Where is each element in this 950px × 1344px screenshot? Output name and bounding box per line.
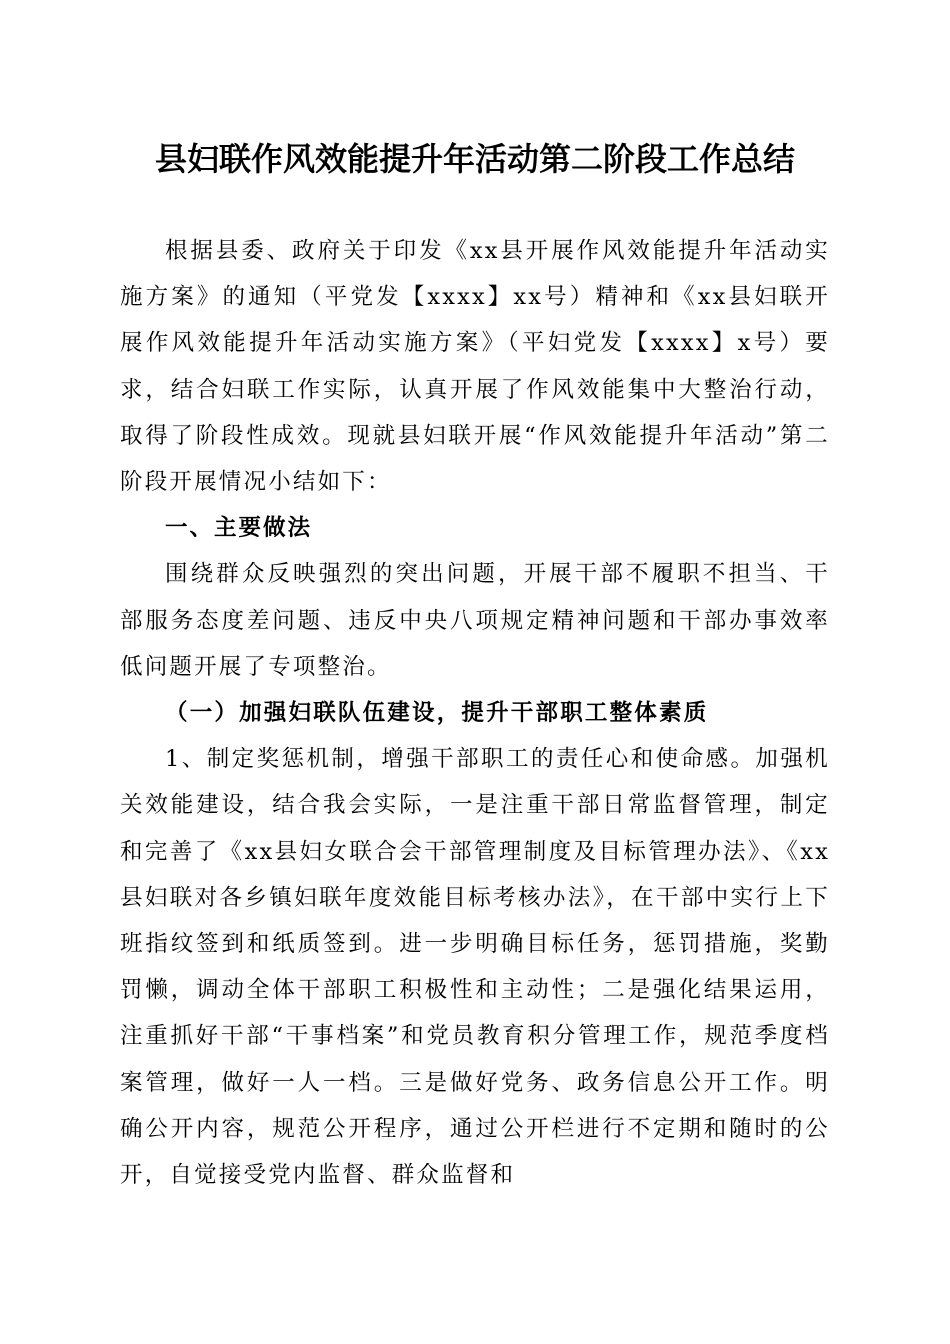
section-paragraph: 围绕群众反映强烈的突出问题，开展干部不履职不担当、干部服务态度差问题、违反中央八项规定精神问题和干部办事效率低问题开展了专项整治。	[120, 561, 830, 680]
intro-paragraph: 根据县委、政府关于印发《xx县开展作风效能提升年活动实施方案》的通知（平党发【xxxx】xx号）精神和《xx县妇联开展作风效能提升年活动实施方案》（平妇党发【xxxx】x号）要求，结合妇联工作实际，认真开展了作风效能集中大整治行动，取得了阶段性成效。现就县妇联开展“作风效能提升年活动”第二阶段开展情况小结如下：	[120, 238, 830, 496]
section-heading-main-practices: 一、主要做法	[165, 515, 313, 542]
document-title: 县妇联作风效能提升年活动第二阶段工作总结	[154, 140, 795, 178]
subsection-paragraph: 1、制定奖惩机制，增强干部职工的责任心和使命感。加强机关效能建设，结合我会实际，一是注重干部日常监督管理，制定和完善了《xx县妇女联合会干部管理制度及目标管理办法》、《xx县妇联对各乡镇妇联年度效能目标考核办法》，在干部中实行上下班指纹签到和纸质签到。进一步明确目标任务，惩罚措施，奖勤罚懒，调动全体干部职工积极性和主动性；二是强化结果运用，注重抓好干部“干事档案”和党员教育积分管理工作，规范季度档案管理，做好一人一档。三是做好党务、政务信息公开工作。明确公开内容，规范公开程序，通过公开栏进行不定期和随时的公开，自觉接受党内监督、群众监督和	[120, 746, 830, 1189]
subsection-heading: （一）加强妇联队伍建设，提升干部职工整体素质	[165, 700, 709, 727]
document-body	[120, 228, 830, 1198]
